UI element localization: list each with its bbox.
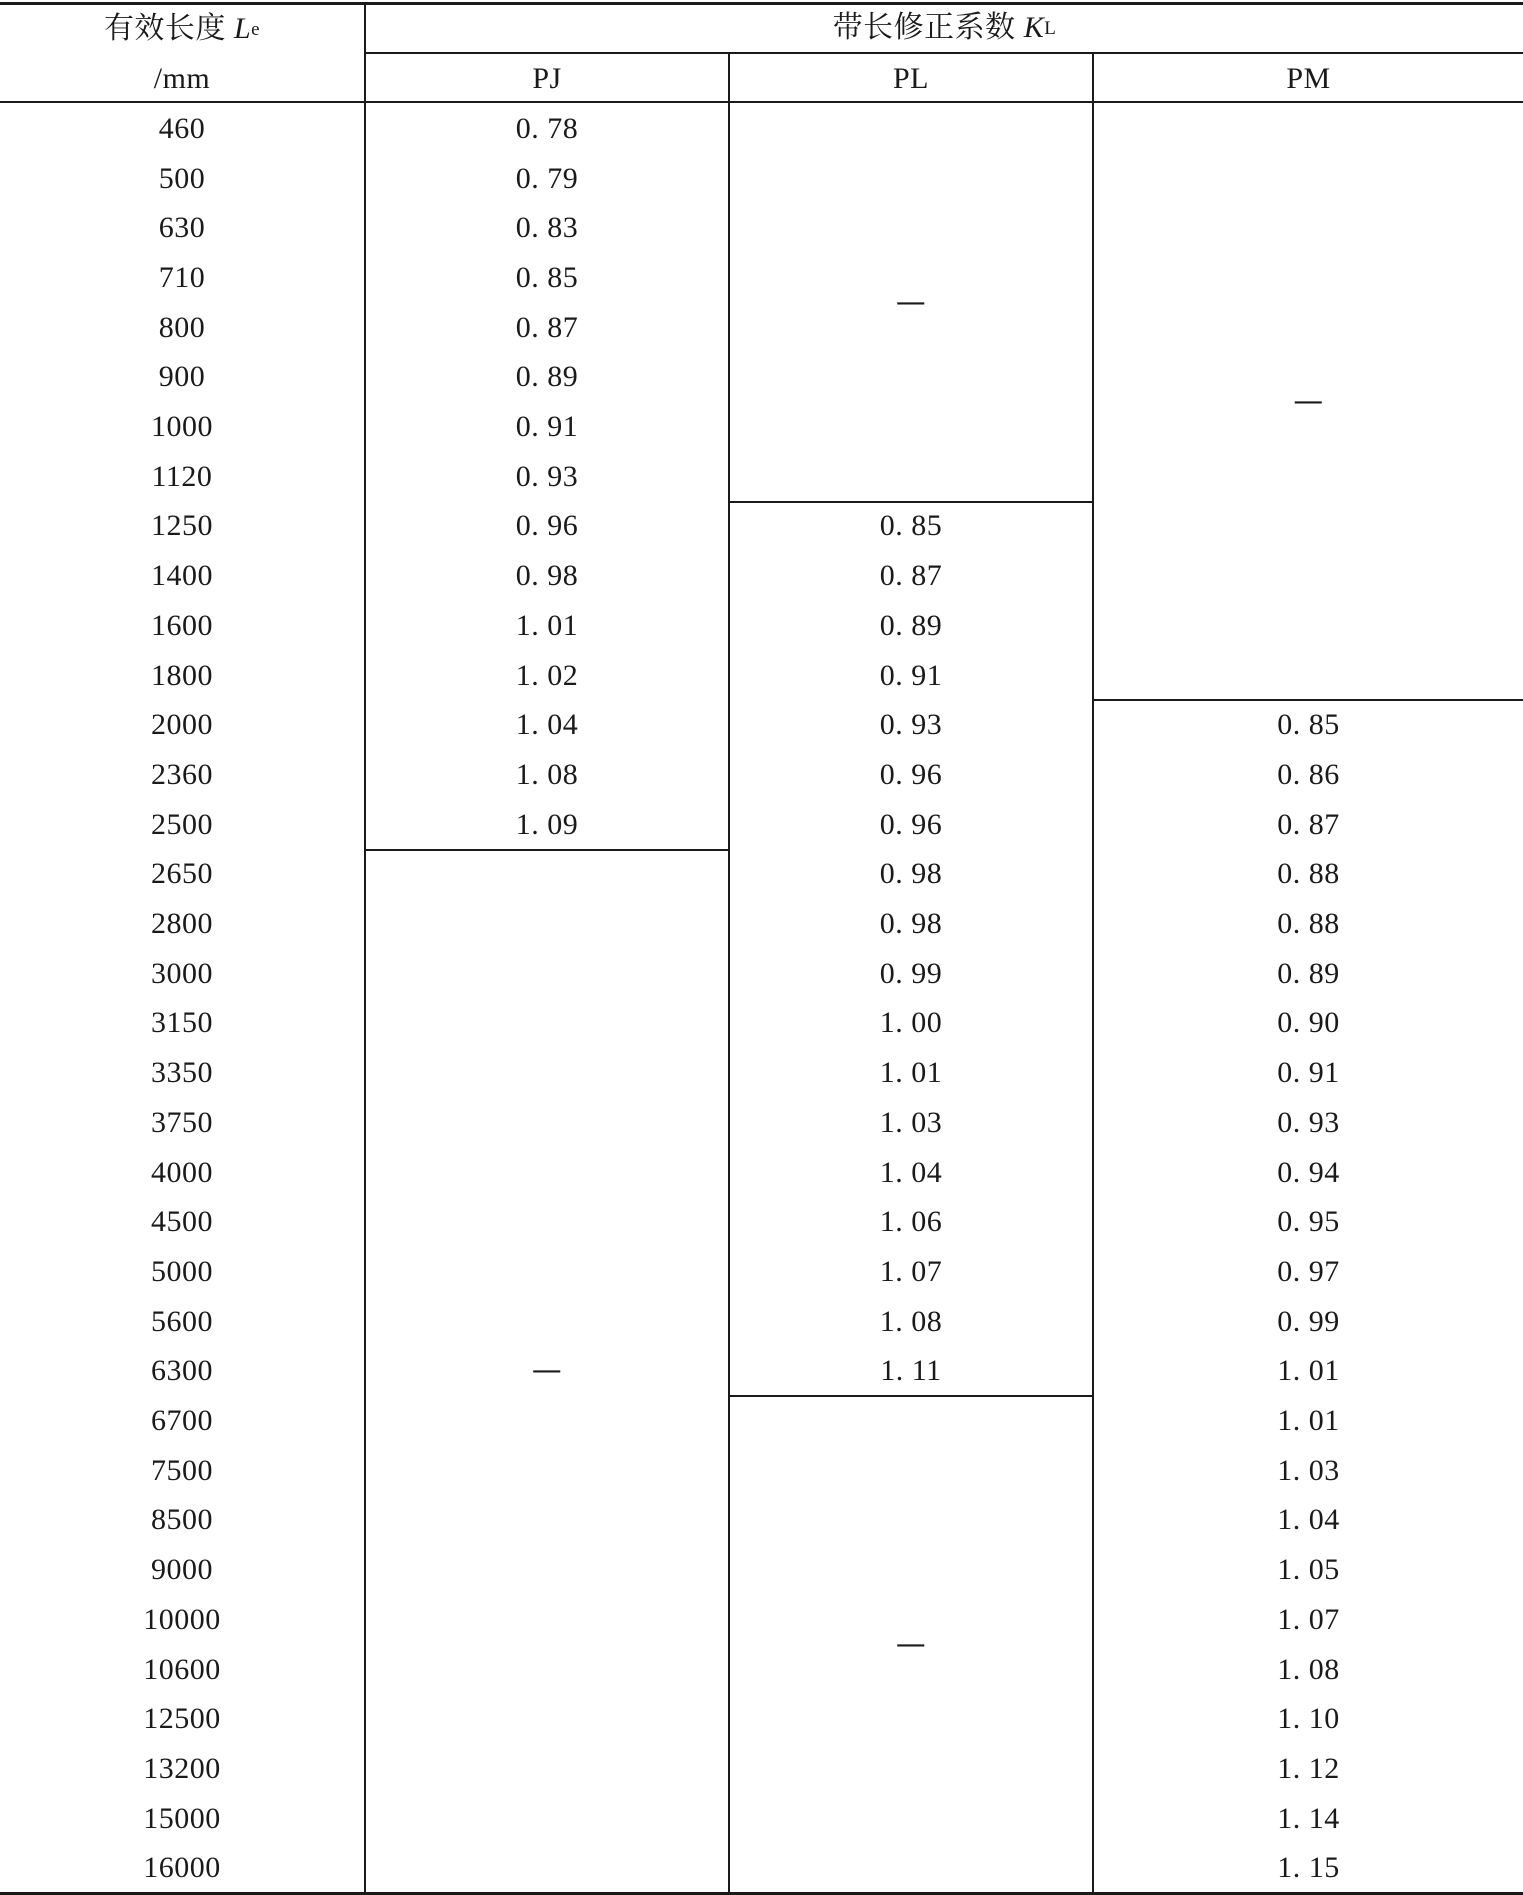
length-cell: 3750 — [151, 1105, 213, 1139]
length-cell: 10600 — [143, 1652, 221, 1686]
pm-value-cell: 0. 87 — [1277, 807, 1340, 841]
column-header-pl: PL — [892, 62, 929, 95]
correction-factor-header — [366, 4, 1523, 52]
length-cell: 3150 — [151, 1006, 213, 1040]
top-rule — [0, 2, 1523, 5]
pj-value-cell: 0. 91 — [515, 410, 579, 444]
length-header-subscript: e — [251, 18, 261, 40]
column-divider — [364, 2, 366, 1893]
pj-value-cell: 1. 09 — [515, 807, 579, 841]
correction-factor-symbol: K — [1023, 11, 1045, 44]
length-cell: 10000 — [143, 1602, 221, 1636]
pj-value-cell: 0. 85 — [515, 260, 579, 294]
pl-value-cell: 1. 03 — [879, 1105, 943, 1139]
length-cell: 1800 — [151, 658, 213, 692]
pl-value-cell: 0. 87 — [879, 559, 943, 593]
pj-value-cell: 0. 93 — [515, 459, 579, 493]
correction-factor-label: 带长修正系数 — [832, 11, 1016, 44]
pl-value-cell: 0. 91 — [879, 658, 943, 692]
pm-value-cell: 0. 90 — [1277, 1006, 1340, 1040]
length-cell: 9000 — [151, 1553, 213, 1587]
pl-empty-span: — — [895, 284, 927, 320]
pm-value-cell: 0. 93 — [1277, 1105, 1340, 1139]
length-header — [0, 5, 364, 53]
pj-value-cell: 1. 04 — [515, 708, 579, 742]
length-cell: 3350 — [151, 1056, 213, 1090]
pm-value-cell: 0. 88 — [1277, 907, 1340, 941]
pj-value-cell: 0. 83 — [515, 211, 579, 245]
pm-value-cell: 1. 08 — [1277, 1652, 1340, 1686]
length-cell: 8500 — [151, 1503, 213, 1537]
pm-value-cell: 1. 01 — [1277, 1404, 1340, 1438]
length-cell: 2360 — [151, 757, 213, 791]
length-cell: 7500 — [151, 1453, 213, 1487]
length-cell: 1600 — [151, 608, 213, 642]
pl-value-cell: 0. 98 — [879, 857, 943, 891]
length-cell: 2000 — [151, 708, 213, 742]
pj-value-cell: 0. 96 — [515, 509, 579, 543]
length-cell: 15000 — [143, 1801, 221, 1835]
length-cell: 12500 — [143, 1702, 221, 1736]
length-cell: 800 — [158, 310, 206, 344]
pl-value-cell: 1. 04 — [879, 1155, 943, 1189]
segment-border — [366, 849, 728, 851]
pm-value-cell: 1. 07 — [1277, 1602, 1340, 1636]
column-divider — [728, 52, 730, 1893]
length-cell: 5600 — [151, 1304, 213, 1338]
pl-value-cell: 1. 06 — [879, 1205, 943, 1239]
pm-value-cell: 0. 88 — [1277, 857, 1340, 891]
length-cell: 1400 — [151, 559, 213, 593]
pj-empty-span: — — [531, 1353, 563, 1389]
pl-value-cell: 1. 07 — [879, 1254, 943, 1288]
length-cell: 4000 — [151, 1155, 213, 1189]
pm-value-cell: 0. 94 — [1277, 1155, 1340, 1189]
column-header-pj: PJ — [532, 62, 562, 95]
pm-value-cell: 0. 86 — [1277, 757, 1340, 791]
pl-value-cell: 0. 85 — [879, 509, 943, 543]
header-rule — [0, 101, 1523, 103]
pj-value-cell: 0. 98 — [515, 559, 579, 593]
pl-value-cell: 1. 00 — [879, 1006, 943, 1040]
pm-value-cell: 0. 89 — [1277, 956, 1340, 990]
pm-value-cell: 1. 14 — [1277, 1801, 1340, 1835]
length-cell: 1000 — [151, 410, 213, 444]
pm-value-cell: 0. 99 — [1277, 1304, 1340, 1338]
pl-value-cell: 0. 99 — [879, 956, 943, 990]
pl-value-cell: 0. 98 — [879, 907, 943, 941]
pl-value-cell: 0. 96 — [879, 807, 943, 841]
length-cell: 5000 — [151, 1254, 213, 1288]
pm-value-cell: 1. 03 — [1277, 1453, 1340, 1487]
pl-value-cell: 0. 89 — [879, 608, 943, 642]
length-cell: 6700 — [151, 1404, 213, 1438]
pm-value-cell: 1. 10 — [1277, 1702, 1340, 1736]
pm-value-cell: 1. 01 — [1277, 1354, 1340, 1388]
pm-value-cell: 1. 04 — [1277, 1503, 1340, 1537]
length-cell: 16000 — [143, 1851, 221, 1885]
length-unit-header: /mm — [153, 62, 211, 95]
correction-factor-subscript: L — [1044, 17, 1057, 39]
length-header-symbol: L — [233, 12, 252, 45]
header-group-rule — [366, 52, 1523, 54]
pl-value-cell: 1. 11 — [880, 1354, 942, 1388]
pl-value-cell: 1. 01 — [879, 1056, 943, 1090]
pl-value-cell: 1. 08 — [879, 1304, 943, 1338]
length-cell: 630 — [158, 211, 206, 245]
pm-value-cell: 0. 95 — [1277, 1205, 1340, 1239]
length-cell: 1120 — [151, 459, 213, 493]
pj-value-cell: 1. 02 — [515, 658, 579, 692]
length-cell: 6300 — [151, 1354, 213, 1388]
pm-value-cell: 1. 15 — [1277, 1851, 1340, 1885]
pm-empty-span: — — [1293, 384, 1324, 420]
pj-value-cell: 0. 79 — [515, 161, 579, 195]
pm-value-cell: 0. 91 — [1277, 1056, 1340, 1090]
pj-value-cell: 0. 87 — [515, 310, 579, 344]
length-cell: 900 — [158, 360, 206, 394]
pm-value-cell: 1. 12 — [1277, 1751, 1340, 1785]
pl-value-cell: 0. 96 — [879, 757, 943, 791]
pm-value-cell: 1. 05 — [1277, 1553, 1340, 1587]
pm-value-cell: 0. 97 — [1277, 1254, 1340, 1288]
length-cell: 13200 — [143, 1751, 221, 1785]
length-cell: 460 — [158, 111, 206, 145]
length-cell: 2800 — [151, 907, 213, 941]
length-cell: 4500 — [151, 1205, 213, 1239]
length-cell: 1250 — [151, 509, 213, 543]
length-cell: 3000 — [151, 956, 213, 990]
pj-value-cell: 1. 08 — [515, 757, 579, 791]
length-cell: 500 — [158, 161, 206, 195]
length-header-label: 有效长度 — [103, 12, 226, 45]
column-header-pm: PM — [1286, 62, 1331, 95]
segment-border — [730, 1395, 1092, 1397]
pj-value-cell: 1. 01 — [515, 608, 579, 642]
pj-value-cell: 0. 89 — [515, 360, 579, 394]
pl-empty-span: — — [895, 1626, 927, 1662]
length-cell: 2500 — [151, 807, 213, 841]
length-cell: 710 — [158, 260, 206, 294]
length-cell: 2650 — [151, 857, 213, 891]
pj-value-cell: 0. 78 — [515, 111, 579, 145]
column-divider — [1092, 52, 1094, 1893]
pl-value-cell: 0. 93 — [879, 708, 943, 742]
pm-value-cell: 0. 85 — [1277, 708, 1340, 742]
